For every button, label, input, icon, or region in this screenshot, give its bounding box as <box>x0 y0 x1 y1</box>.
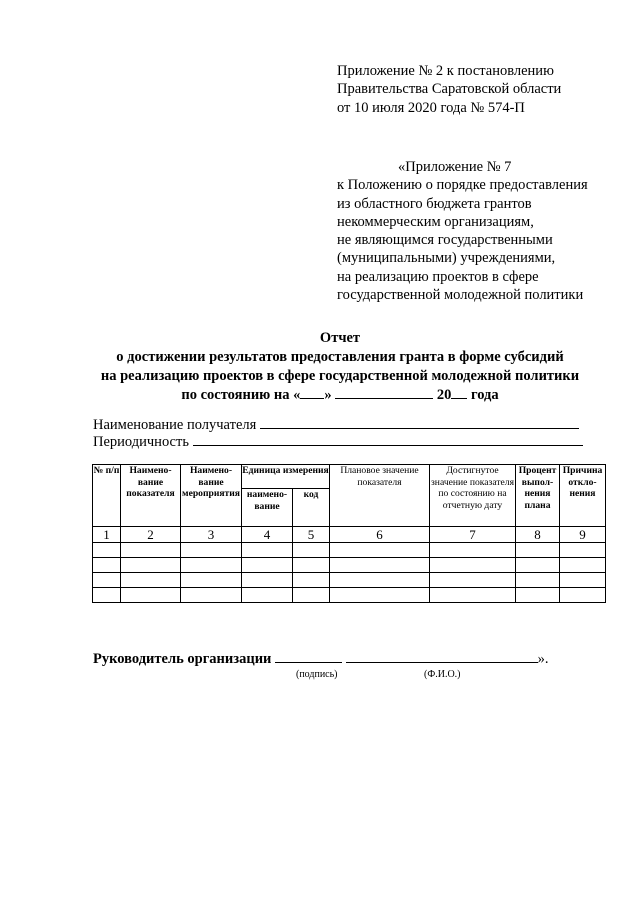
sign-caption: (подпись) <box>296 669 338 680</box>
table-cell[interactable] <box>293 573 330 588</box>
report-heading: Отчет <box>319 330 361 346</box>
col-number: 8 <box>516 527 560 543</box>
col-unit-name-header: наимено- вание <box>242 489 293 527</box>
table-cell[interactable] <box>181 573 242 588</box>
col-number: 3 <box>181 527 242 543</box>
annex-header-line: Правительства Саратовской области <box>337 81 562 98</box>
table-cell[interactable] <box>293 588 330 603</box>
table-cell[interactable] <box>293 543 330 558</box>
table-cell[interactable] <box>516 573 560 588</box>
periodicity-blank[interactable] <box>193 433 583 446</box>
name-caption: (Ф.И.О.) <box>424 669 461 680</box>
col-number: 9 <box>560 527 606 543</box>
col-unit-header: Единица измерения <box>242 465 330 489</box>
recipient-blank[interactable] <box>260 416 579 429</box>
recipient-label: Наименование получателя <box>93 417 257 433</box>
col-reason-header: Причина откло- нения <box>560 465 606 527</box>
annex-7-block <box>337 158 588 304</box>
table-cell[interactable] <box>181 558 242 573</box>
annex-7-line: на реализацию проектов в сфере <box>337 268 539 285</box>
table-cell[interactable] <box>242 588 293 603</box>
signature-blank[interactable] <box>275 650 342 663</box>
annex-7-line: не являющимся государственными <box>337 232 553 249</box>
table-cell[interactable] <box>516 543 560 558</box>
table-cell[interactable] <box>93 588 121 603</box>
annex-7-line: к Положению о порядке предоставления <box>337 177 588 194</box>
report-title-line: на реализацию проектов в сфере государственной молодежной политики <box>100 368 580 384</box>
name-blank[interactable] <box>346 650 538 663</box>
date-prefix: по состоянию на « <box>181 387 301 403</box>
table-header-row <box>93 465 606 489</box>
report-table <box>92 464 606 603</box>
table-number-row <box>93 527 606 543</box>
table-cell[interactable] <box>121 543 181 558</box>
annex-7-line: из областного бюджета грантов <box>337 195 532 212</box>
col-number: 4 <box>242 527 293 543</box>
col-unit-code-header: код <box>293 489 330 527</box>
col-achieved-header: Достигнутое значение показателя по состоянию на отчетную дату <box>430 465 516 527</box>
annex-header <box>337 62 561 117</box>
periodicity-label: Периодичность <box>93 434 189 450</box>
table-cell[interactable] <box>93 558 121 573</box>
table-row <box>93 558 606 573</box>
signature-line <box>93 650 549 668</box>
date-mid: » <box>324 387 332 403</box>
periodicity-field <box>93 433 583 451</box>
table-cell[interactable] <box>560 558 606 573</box>
table-cell[interactable] <box>242 543 293 558</box>
report-title-line: о достижении результатов предоставления гранта в форме субсидий <box>116 349 564 365</box>
table-cell[interactable] <box>293 558 330 573</box>
col-percent-header: Процент выпол- нения плана <box>516 465 560 527</box>
col-no-header: № п/п <box>93 465 121 527</box>
signature-label: Руководитель организации <box>93 651 272 667</box>
annex-header-line: от 10 июля 2020 года № 574-П <box>337 99 525 116</box>
annex-7-line: некоммерческим организациям, <box>337 213 534 230</box>
table-cell[interactable] <box>181 543 242 558</box>
table-cell[interactable] <box>430 543 516 558</box>
col-indicator-header: Наимено- вание показателя <box>121 465 181 527</box>
recipient-field <box>93 416 579 434</box>
table-cell[interactable] <box>560 588 606 603</box>
table-cell[interactable] <box>330 558 430 573</box>
annex-header-line: Приложение № 2 к постановлению <box>337 63 554 79</box>
report-date-line <box>40 386 640 405</box>
table-cell[interactable] <box>181 588 242 603</box>
table-cell[interactable] <box>430 573 516 588</box>
table-cell[interactable] <box>430 558 516 573</box>
table-row <box>93 543 606 558</box>
year-blank[interactable] <box>451 386 467 399</box>
table-cell[interactable] <box>93 573 121 588</box>
col-number: 7 <box>430 527 516 543</box>
table-cell[interactable] <box>330 573 430 588</box>
table-cell[interactable] <box>516 558 560 573</box>
table-cell[interactable] <box>242 558 293 573</box>
annex-7-title: «Приложение № 7 <box>398 159 512 175</box>
table-row <box>93 573 606 588</box>
table-cell[interactable] <box>560 573 606 588</box>
table-cell[interactable] <box>430 588 516 603</box>
col-plan-header: Плановое значение показателя <box>330 465 430 527</box>
year-prefix: 20 <box>436 387 452 403</box>
signature-end: ». <box>537 651 549 667</box>
col-number: 6 <box>330 527 430 543</box>
table-cell[interactable] <box>516 588 560 603</box>
table-cell[interactable] <box>560 543 606 558</box>
annex-7-line: (муниципальными) учреждениями, <box>337 250 556 267</box>
table-cell[interactable] <box>121 588 181 603</box>
table-cell[interactable] <box>330 588 430 603</box>
col-event-header: Наимено- вание мероприятия <box>181 465 242 527</box>
table-cell[interactable] <box>330 543 430 558</box>
day-blank[interactable] <box>300 386 324 399</box>
table-cell[interactable] <box>121 558 181 573</box>
table-cell[interactable] <box>242 573 293 588</box>
month-blank[interactable] <box>335 386 433 399</box>
table-row <box>93 588 606 603</box>
annex-7-line: государственной молодежной политики <box>337 287 584 304</box>
table-cell[interactable] <box>121 573 181 588</box>
col-number: 1 <box>93 527 121 543</box>
table-cell[interactable] <box>93 543 121 558</box>
col-number: 5 <box>293 527 330 543</box>
year-suffix: года <box>470 387 499 403</box>
col-number: 2 <box>121 527 181 543</box>
